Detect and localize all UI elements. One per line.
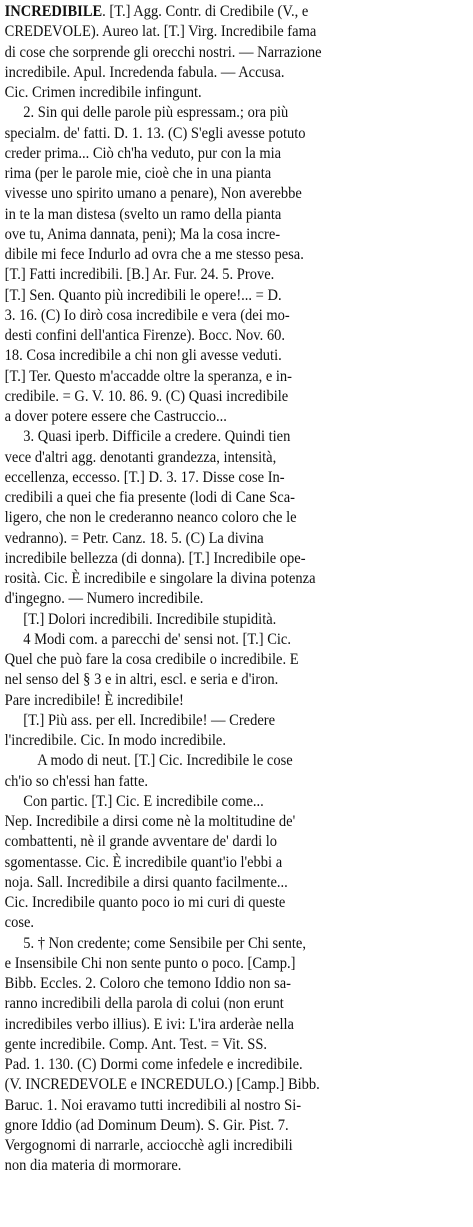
entry-line: CREDEVOLE). Aureo lat. [T.] Virg. Incredibile fama	[4, 23, 317, 41]
entry-line: incredibile. Apul. Incredenda fabula. — Accusa.	[4, 63, 285, 81]
entry-line: [T.] Ter. Questo m'accadde oltre la speranza, e in-	[4, 367, 293, 385]
entry-line: Bibb. Eccles. 2. Coloro che temono Iddio non sa-	[4, 975, 292, 992]
section-5-line: 5. † Non credente; come Sensibile per Chi sente,	[23, 934, 306, 952]
entry-line: ch'io so ch'essi han fatte.	[4, 772, 149, 790]
entry-line: Pad. 1. 130. (C) Dormi come infedele e incredibile.	[4, 1056, 303, 1073]
entry-line: a dover potere essere che Castruccio...	[4, 408, 227, 425]
headword: INCREDIBILE	[4, 3, 103, 20]
entry-line: credibile. = G. V. 10. 86. 9. (C) Quasi incredibile	[4, 387, 289, 405]
entry-line: ove tu, Anima dannata, peni); Ma la cosa incre-	[4, 225, 281, 243]
entry-line: 18. Cosa incredibile a chi non gli avesse veduti.	[4, 347, 282, 365]
entry-line: Pare incredibile! È incredibile!	[4, 691, 184, 709]
entry-line: (V. INCREDEVOLE e INCREDULO.) [Camp.] Bibb.	[4, 1076, 320, 1094]
entry-line: A modo di neut. [T.] Cic. Incredibile le cose	[37, 752, 293, 770]
entry-line: e Insensibile Chi non sente punto o poco. [Camp.]	[4, 954, 296, 972]
entry-line: dibile mi fece Indurlo ad ovra che a me stesso pesa.	[4, 246, 304, 263]
entry-line: [T.] Sen. Quanto più incredibili le opere!... = D.	[4, 286, 282, 304]
entry-line: vivesse uno spirito umano a penare), Non averebbe	[4, 185, 302, 203]
entry-line: creder prima... Ciò ch'ha veduto, pur con la mia	[4, 144, 282, 162]
entry-line: ligero, che non le crederanno neanco coloro che le	[4, 509, 297, 527]
entry-line: sgomentasse. Cic. È incredibile quant'io l'ebbi a	[4, 853, 283, 871]
section-4-line: 4 Modi com. a parecchi de' sensi not. [T.] Cic.	[23, 630, 291, 648]
entry-line: in te la man distesa (svelto un ramo della pianta	[4, 205, 282, 223]
entry-line: credibili a quei che fia presente (lodi di Cane Sca-	[4, 489, 295, 506]
entry-line: incredibiles verbo illius). E ivi: L'ira arderàe nella	[4, 1015, 294, 1033]
entry-line: vece d'altri agg. denotanti grandezza, intensità,	[4, 448, 277, 466]
entry-line: l'incredibile. Cic. In modo incredibile.	[4, 732, 226, 749]
entry-line: [T.] Fatti incredibili. [B.] Ar. Fur. 24. 5. Prove.	[4, 266, 275, 284]
entry-line: Cic. Incredibile quanto poco io mi curi di queste	[4, 894, 286, 911]
entry-line: specialm. de' fatti. D. 1. 13. (C) S'egli avesse potuto	[4, 124, 306, 142]
entry-line: incredibile bellezza (di donna). [T.] Incredibile ope-	[4, 549, 306, 567]
entry-line: eccellenza, eccesso. [T.] D. 3. 17. Disse cose In-	[4, 468, 285, 486]
entry-line: 3. 16. (C) Io dirò cosa incredibile e vera (dei mo-	[4, 306, 290, 324]
entry-line: gente incredibile. Comp. Ant. Test. = Vit. SS.	[4, 1035, 268, 1053]
entry-line: combattenti, nè il grande avventare de' dardi lo	[4, 833, 278, 851]
entry-line: gnore Iddio (ad Dominum Deum). S. Gir. Pist. 7.	[4, 1116, 289, 1134]
entry-line	[5, 2, 436, 22]
entry-line: [T.] Più ass. per ell. Incredibile! — Credere	[23, 711, 276, 729]
entry-line: d'ingegno. — Numero incredibile.	[4, 590, 204, 608]
entry-line: Quel che può fare la cosa credibile o incredibile. E	[4, 651, 299, 668]
entry-line: non dia materia di mormorare.	[4, 1157, 182, 1175]
entry-line: Vergognomi di narrarle, acciocchè agli incredibili	[4, 1137, 293, 1154]
entry-line: [T.] Dolori incredibili. Incredibile stupidità.	[23, 610, 277, 628]
entry-line: di cose che sorprende gli orecchi nostri. — Narrazione	[4, 43, 322, 61]
entry-line: noja. Sall. Incredibile a dirsi quanto facilmente...	[4, 873, 288, 891]
entry-line: vedranno). = Petr. Canz. 18. 5. (C) La divina	[4, 529, 264, 547]
entry-line: rima (per le parole mie, cioè che in una pianta	[4, 165, 272, 182]
headword-remainder: . [T.] Agg. Contr. di Credibile (V., e	[102, 3, 309, 20]
section-3-line: 3. Quasi iperb. Difficile a credere. Quindi tien	[23, 428, 291, 446]
entry-line: Nep. Incredibile a dirsi come nè la moltitudine de'	[4, 813, 296, 830]
entry-line: Con partic. [T.] Cic. E incredibile come...	[23, 792, 264, 810]
entry-line: cose.	[4, 914, 35, 932]
section-2-line: 2. Sin qui delle parole più espressam.; ora più	[23, 104, 289, 122]
entry-line: nel senso del § 3 e in altri, escl. e seria e d'iron.	[4, 671, 279, 689]
entry-line: ranno incredibili della parola di colui (non erunt	[4, 995, 284, 1013]
entry-line: Baruc. 1. Noi eravamo tutti incredibili al nostro Si-	[4, 1096, 302, 1114]
entry-line: rosità. Cic. È incredibile e singolare la divina potenza	[4, 570, 316, 587]
entry-line: desti confini dell'antica Firenze). Bocc. Nov. 60.	[4, 327, 286, 344]
entry-line: Cic. Crimen incredibile infingunt.	[4, 84, 202, 101]
